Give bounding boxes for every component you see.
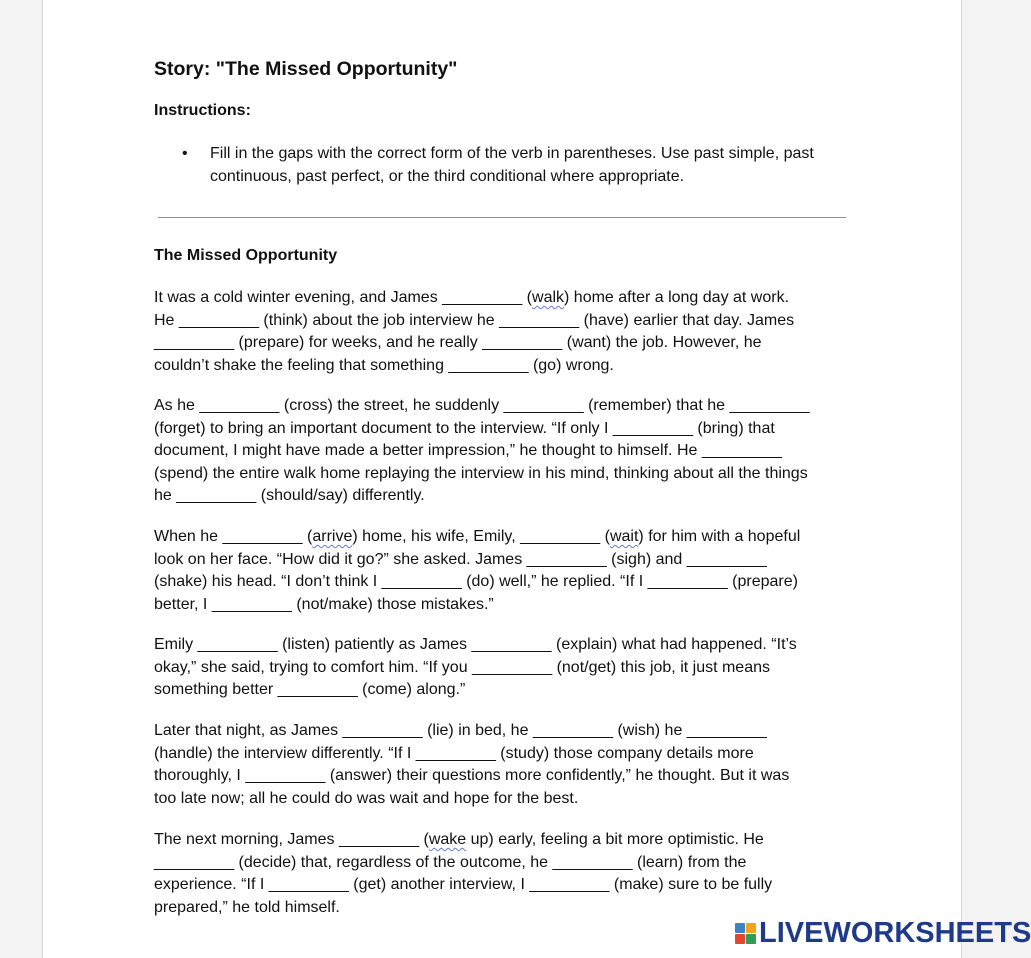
story-line: look on her face. “How did it go?” she asked. James _________ (sigh) and _________ bbox=[154, 550, 767, 568]
story-line: something better _________ (come) along.” bbox=[154, 681, 466, 698]
story-heading: The Missed Opportunity bbox=[154, 247, 338, 264]
story-line: (handle) the interview differently. “If I _________ (study) those company details more bbox=[154, 744, 754, 762]
logo-text: LIVEWORKSHEETS bbox=[759, 917, 1031, 949]
instruction-item bbox=[154, 143, 864, 188]
story-line: It was a cold winter evening, and James _________ (walk) home after a long day at work. bbox=[154, 289, 790, 306]
story-paragraph bbox=[154, 634, 864, 702]
page-title: Story: "The Missed Opportunity" bbox=[154, 58, 458, 80]
story-line: he _________ (should/say) differently. bbox=[154, 487, 425, 504]
story-line: prepared,” he told himself. bbox=[154, 898, 340, 916]
story-line: experience. “If I _________ (get) another interview, I _________ (make) sure to be fully bbox=[154, 876, 773, 893]
story-paragraph bbox=[154, 720, 864, 810]
document-page bbox=[42, 0, 1031, 958]
story-paragraph bbox=[154, 287, 864, 377]
spellcheck-word: wait bbox=[609, 528, 639, 545]
instruction-line: Fill in the gaps with the correct form of the verb in parentheses. Use past simple, past bbox=[210, 145, 814, 162]
spellcheck-word: walk bbox=[532, 289, 565, 306]
logo-square bbox=[735, 923, 745, 933]
story-line: okay,” she said, trying to comfort him. “If you _________ (not/get) this job, it just means bbox=[154, 658, 770, 676]
story-line: document, I might have made a better impression,” he thought to himself. He _________ bbox=[154, 442, 782, 459]
story-line: couldn’t shake the feeling that something _________ (go) wrong. bbox=[154, 356, 614, 374]
story-paragraph bbox=[154, 526, 864, 616]
story-line: Emily _________ (listen) patiently as James _________ (explain) what had happened. “It’s bbox=[154, 636, 797, 653]
logo-square bbox=[746, 934, 756, 944]
spellcheck-word: arrive bbox=[312, 528, 353, 545]
logo-grid-icon bbox=[735, 923, 756, 944]
story-line: When he _________ (arrive) home, his wife, Emily, _________ (wait) for him with a hopeful bbox=[154, 528, 801, 545]
logo-square bbox=[746, 923, 756, 933]
instruction-line: continuous, past perfect, or the third conditional where appropriate. bbox=[210, 167, 685, 185]
story-line: better, I _________ (not/make) those mistakes.” bbox=[154, 595, 494, 613]
story-line: (forget) to bring an important document to the interview. “If only I _________ (bring) that bbox=[154, 419, 775, 437]
story-line: (shake) his head. “I don’t think I _________ (do) well,” he replied. “If I _________ (prepare) bbox=[154, 573, 798, 590]
liveworksheets-logo bbox=[735, 917, 1031, 949]
bullet-icon: • bbox=[182, 145, 188, 162]
horizontal-divider bbox=[158, 217, 846, 218]
story-line: He _________ (think) about the job interview he _________ (have) earlier that day. James bbox=[154, 311, 795, 329]
story-line: thoroughly, I _________ (answer) their questions more confidently,” he thought. But it was bbox=[154, 767, 790, 784]
story-line: As he _________ (cross) the street, he suddenly _________ (remember) that he _________ bbox=[154, 397, 810, 414]
story-paragraph bbox=[154, 829, 864, 919]
instructions-heading: Instructions: bbox=[154, 102, 251, 119]
story-paragraph bbox=[154, 395, 864, 508]
story-line: Later that night, as James _________ (lie) in bed, he _________ (wish) he _________ bbox=[154, 722, 767, 739]
story-line: _________ (decide) that, regardless of the outcome, he _________ (learn) from the bbox=[154, 853, 747, 871]
logo-square bbox=[735, 934, 745, 944]
story-line: too late now; all he could do was wait and hope for the best. bbox=[154, 789, 579, 807]
story-line: (spend) the entire walk home replaying the interview in his mind, thinking about all the things bbox=[154, 464, 808, 482]
story-line: _________ (prepare) for weeks, and he really _________ (want) the job. However, he bbox=[154, 334, 762, 351]
instructions-list bbox=[154, 143, 864, 188]
story-line: The next morning, James _________ (wake up) early, feeling a bit more optimistic. He bbox=[154, 831, 764, 848]
spellcheck-word: wake bbox=[428, 831, 467, 848]
